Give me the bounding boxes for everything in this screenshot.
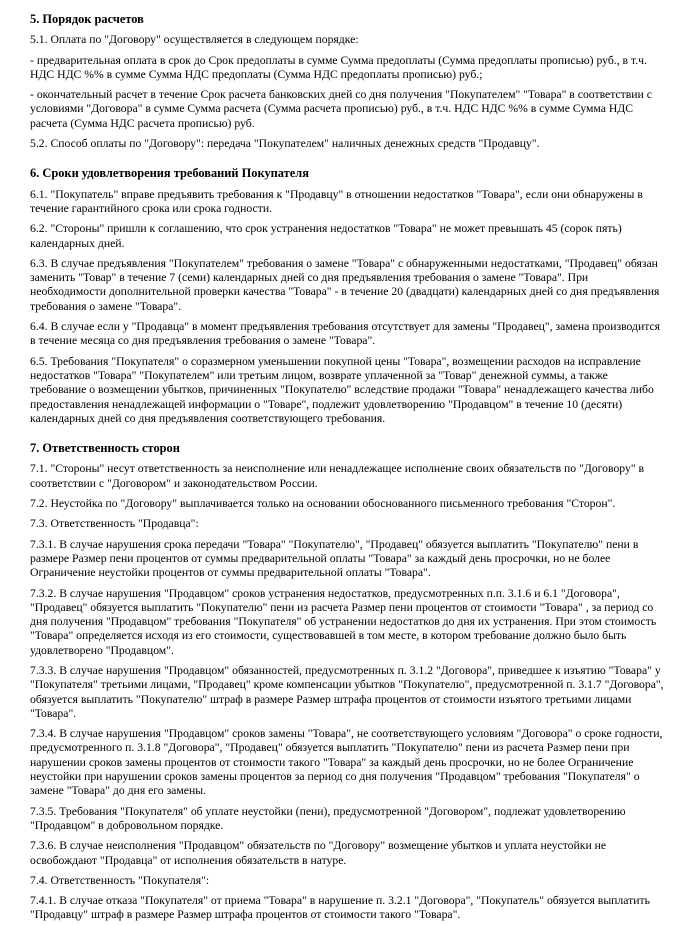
clause-6-5: 6.5. Требования "Покупателя" о соразмерном уменьшении покупной цены "Товара", возмещении расходов на исправление недостатков "Товара" "Покупателем" или третьим лицом, возврате уплаченной за "Товар" денежной суммы, а также требование о возмещении убытков, причиненных "Покупателю" вследствие продажи "Товара" ненадлежащего качества либо предоставления ненадлежащей информации о "Товаре", подлежит удовлетворению "Продавцом" в течение 10 (десяти) календарных дней со дня предъявления соответствующего требования. bbox=[30, 354, 654, 425]
clause-6-2: 6.2. "Стороны" пришли к соглашению, что срок устранения недостатков "Товара" не может превышать 45 (сорок пять) календарных дней. bbox=[30, 222, 622, 250]
clause-6-3: 6.3. В случае предъявления "Покупателем" требования о замене "Товара" с обнаруженными недостатками, "Продавец" обязан заменить "Товар" в течение 7 (семи) календарных дней со дня предъявления требования о замене "Товара". При необходимости дополнительной проверки качества "Товара" - в течение 20 (двадцати) календарных дней со дня предъявления требования о замене "Товара". bbox=[30, 256, 660, 313]
section-6-claim-terms bbox=[30, 166, 664, 426]
clause-7-3-3: 7.3.3. В случае нарушения "Продавцом" обязанностей, предусмотренных п. 3.1.2 "Договора", приведшее к изъятию "Товара" у "Покупателя" третьими лицами, "Продавец" кроме компенсации убытков "Покупателю", предусмотренной п. 3.1.7 "Договора", обязуется выплатить "Покупателю" штраф в размере Размер штрафа процентов от стоимости изъятого третьими лицами "Товара". bbox=[30, 663, 664, 720]
section-5-payment-procedure bbox=[30, 12, 664, 151]
clause-7-3-5: 7.3.5. Требования "Покупателя" об уплате неустойки (пени), предусмотренной "Договором", подлежат удовлетворению "Продавцом" в добровольном порядке. bbox=[30, 804, 626, 832]
section-6-heading: 6. Сроки удовлетворения требований Покупателя bbox=[30, 166, 309, 181]
clause-7-1: 7.1. "Стороны" несут ответственность за неисполнение или ненадлежащее исполнение своих обязательств по "Договору" в соответствии с "Договором" и законодательством России. bbox=[30, 462, 645, 490]
clause-7-4: 7.4. Ответственность "Покупателя": bbox=[30, 873, 210, 887]
section-7-heading: 7. Ответственность сторон bbox=[30, 441, 180, 456]
section-5-heading: 5. Порядок расчетов bbox=[30, 12, 144, 26]
clause-5-1-prepayment-item: - предварительная оплата в срок до Срок предоплаты в сумме Сумма предоплаты (Сумма предоплаты прописью) руб., в т.ч. НДС НДС %% в сумме Сумма НДС предоплаты (Сумма НДС предоплаты прописью) руб.; bbox=[30, 53, 647, 81]
clause-7-3-6: 7.3.6. В случае неисполнения "Продавцом" обязательств по "Договору" возмещение убытков и уплата неустойки не освобождают "Продавца" от исполнения обязательств в натуре. bbox=[30, 839, 607, 867]
clause-5-2: 5.2. Способ оплаты по "Договору": передача "Покупателем" наличных денежных средств "Продавцу". bbox=[30, 137, 540, 151]
clause-7-3-1: 7.3.1. В случае нарушения срока передачи "Товара" "Покупателю", "Продавец" обязуется выплатить "Покупателю" пени в размере Размер пени процентов от суммы предварительной оплаты "Товара" за каждый день просрочки, но не более Ограничение неустойки процентов от суммы предварительной оплаты "Товара". bbox=[30, 537, 639, 580]
clause-5-1: 5.1. Оплата по "Договору" осуществляется в следующем порядке: bbox=[30, 33, 359, 47]
clause-7-3-2: 7.3.2. В случае нарушения "Продавцом" сроков устранения недостатков, предусмотренных п.п. 3.1.6 и 6.1 "Договора", "Продавец" обязуется выплатить "Покупателю" пени из расчета Размер пени процентов от стоимости "Товара" , за период со дня получения "Продавцом" требования "Покупателя" об устранении недостатков до дня их устранения. При этом стоимость "Товара" определяется исходя из его стоимости, существовавшей в том месте, в котором требование должно было быть удовлетворено "Продавцом". bbox=[30, 586, 657, 657]
clause-7-3: 7.3. Ответственность "Продавца": bbox=[30, 517, 199, 531]
clause-6-1: 6.1. "Покупатель" вправе предъявить требования к "Продавцу" в отношении недостатков "Товара", если они обнаружены в течение гарантийного срока или срока годности. bbox=[30, 187, 643, 215]
clause-7-4-1: 7.4.1. В случае отказа "Покупателя" от приема "Товара" в нарушение п. 3.2.1 "Договора", "Покупатель" обязуется выплатить "Продавцу" штраф в размере Размер штрафа процентов от стоимости такого "Товара". bbox=[30, 894, 650, 922]
clause-5-1-final-settlement-item: - окончательный расчет в течение Срок расчета банковских дней со дня получения "Покупателем" "Товара" в соответствии с условиями "Договора" в сумме Сумма расчета (Сумма расчета прописью) руб., в т.ч. НДС НДС %% в сумме Сумма НДС расчета (Сумма НДС расчета прописью) руб. bbox=[30, 88, 652, 130]
section-7-liability bbox=[30, 441, 664, 923]
clause-7-2: 7.2. Неустойка по "Договору" выплачивается только на основании обоснованного письменного требования "Сторон". bbox=[30, 497, 616, 511]
clause-7-3-4: 7.3.4. В случае нарушения "Продавцом" сроков замены "Товара", не соответствующего условиям "Договора" о сроке годности, предусмотренного п. 3.1.8 "Договора", "Продавец" обязуется выплатить "Покупателю" пени из расчета Размер пени при нарушении сроков замены процентов от стоимости такого "Товара" за каждый день просрочки, но не более Ограничение неустойки при нарушении сроков замены процентов за период со дня получения "Продавцом" требования "Покупателя" о замене "Товара" до дня его замены. bbox=[30, 727, 663, 798]
clause-6-4: 6.4. В случае если у "Продавца" в момент предъявления требования отсутствует для замены "Продавец", замена производится в течение месяца со дня предъявления требования о замене "Товара". bbox=[30, 320, 661, 348]
